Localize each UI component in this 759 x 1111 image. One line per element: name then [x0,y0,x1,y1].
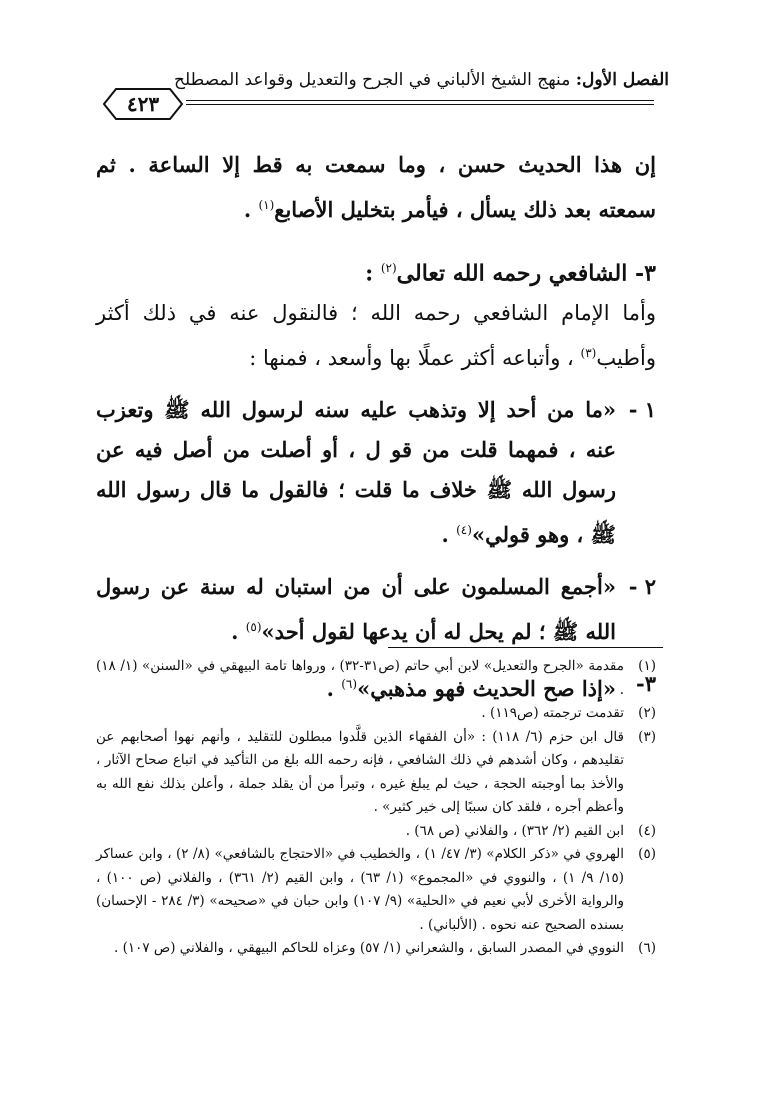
section-heading-end: : [365,260,381,287]
footnote [96,843,656,937]
footnotes [96,655,656,961]
intro-end: . [243,197,259,222]
footnote-ref-5: (٥) [245,620,262,635]
footnote-ref-6: (٦) [341,677,358,692]
footnote-text: مقدمة «الجرح والتعديل» لابن أبي حاتم (ص٣١-٣٢) ، ورواها تامة البيهقي في «السنن» (١/ ١٨) . [96,658,624,698]
quote-body: «ما من أحد إلا وتذهب عليه سنه لرسول الله ﷺ وتعزب عنه ، فمهما قلت من قو ل ، أو أصلت من أصل فيه عن رسول الله ﷺ خلاف ما قلت ؛ فالقول ما قال رسول الله ﷺ ، وهو قولي» [96,397,616,548]
footnote-number: (٥) [638,846,656,862]
footnote-text: قال ابن حزم (٦/ ١١٨) : «أن الفقهاء الذين قلَّدوا مبطلون للتقليد ، وأنهم نهوا أصحابهم عن تقليدهم ، وكان أشدهم في ذلك الشافعي ، فإنه رحمه الله بلغ من التأكيد في اتباع صحاح الآثار ، والأخذ بما أوجبته الحجة ، حيث لم يبلغ غيره ، وتبرأ من أن يقلد جملة ، وأعلن بذلك نفع الله به وأعظم أجره ، فلقد كان سببًا إلى خير كثير» . [96,728,624,815]
section-heading-text: ٣- الشافعي رحمه الله تعالى [396,260,656,287]
page-number-badge [100,86,186,122]
footnote-text: تقدمت ترجمته (ص١١٩) . [481,705,624,721]
section-paragraph [96,293,656,378]
page-number: ٤٢٣ [126,92,160,116]
footnote [96,655,656,702]
main-text [96,145,656,709]
footnote-ref-2: (٢) [380,261,397,275]
intro-paragraph [96,145,656,230]
footnote-number: (١) [638,658,656,674]
quote-end: . [326,676,342,702]
footnote-separator [388,647,663,648]
quote-body: «إذا صح الحديث فهو مذهبي» [357,676,616,702]
footnote-ref-4: (٤) [456,523,472,538]
intro-line-1: إن هذا الحديث حسن ، وما سمعت به قط إلا الساعة . ثم سمعته بعد [96,152,656,222]
footnote [96,937,656,961]
chapter-label: الفصل الأول: [575,70,669,90]
footnote [96,702,656,726]
section-paragraph-end: ، وأتباعه أكثر عملًا بها وأسعد ، فمنها : [249,346,581,371]
quote-item [96,567,656,652]
quote-text [96,390,616,555]
quote-end: . [441,522,457,548]
intro-line-2: ذلك يسأل ، فيأمر بتخليل الأصابع [274,197,557,222]
footnote-ref-3: (٣) [580,346,597,361]
quote-number: ١ - [628,397,656,423]
footnote [96,820,656,844]
footnote-text: ابن القيم (٢/ ٣٦٢) ، والفلاني (ص ٦٨) . [405,822,624,839]
footnote-text: النووي في المصدر السابق ، والشعراني (١/ ٥٧) وعزاه للحاكم البيهقي ، والفلاني (ص ١٠٧) . [113,940,624,956]
section-paragraph-text: وأما الإمام الشافعي رحمه الله ؛ فالنقول عنه في ذلك أكثر وأطيب [96,301,656,371]
quote-text [96,567,616,652]
quote-number: ٣- [636,671,656,697]
footnote-text: الهروي في «ذكر الكلام» (٣/ ٤٧/ ١) ، والخطيب في «الاحتجاج بالشافعي» (٨/ ٢) ، وابن عساكر (١٥/ ٩/ ١) ، والنووي في «المجموع» (١/ ٦٣) ، وابن القيم (٢/ ٣٦١) ، والفلاني (ص ١٠٠) ، والرواية الأخرى لأبي نعيم في «الحلية» (٩/ ١٠٧) وابن حبان في «صحيحه» (٣/ ٢٨٤ - الإحسان) بسنده الصحيح عنه نحوه . (الألباني) . [96,846,625,933]
quote-number: ٢ - [628,574,656,600]
header-rule [186,100,654,101]
footnote [96,726,656,820]
footnote-number: (٦) [638,940,656,956]
header-rule-secondary [186,104,654,105]
footnote-number: (٤) [638,822,656,839]
footnote-ref-1: (١) [258,198,275,212]
section-heading [96,248,656,293]
chapter-title: منهج الشيخ الألباني في الجرح والتعديل وقواعد المصطلح [174,70,571,90]
quote-end: . [231,619,246,645]
quote-item [96,390,656,555]
footnote-number: (٣) [638,728,656,745]
footnote-number: (٢) [638,705,656,721]
quote-body: «أجمع المسلمون على أن من استبان له سنة عن رسول الله ﷺ ؛ لم يحل له أن يدعها لقول أحد» [96,574,616,645]
